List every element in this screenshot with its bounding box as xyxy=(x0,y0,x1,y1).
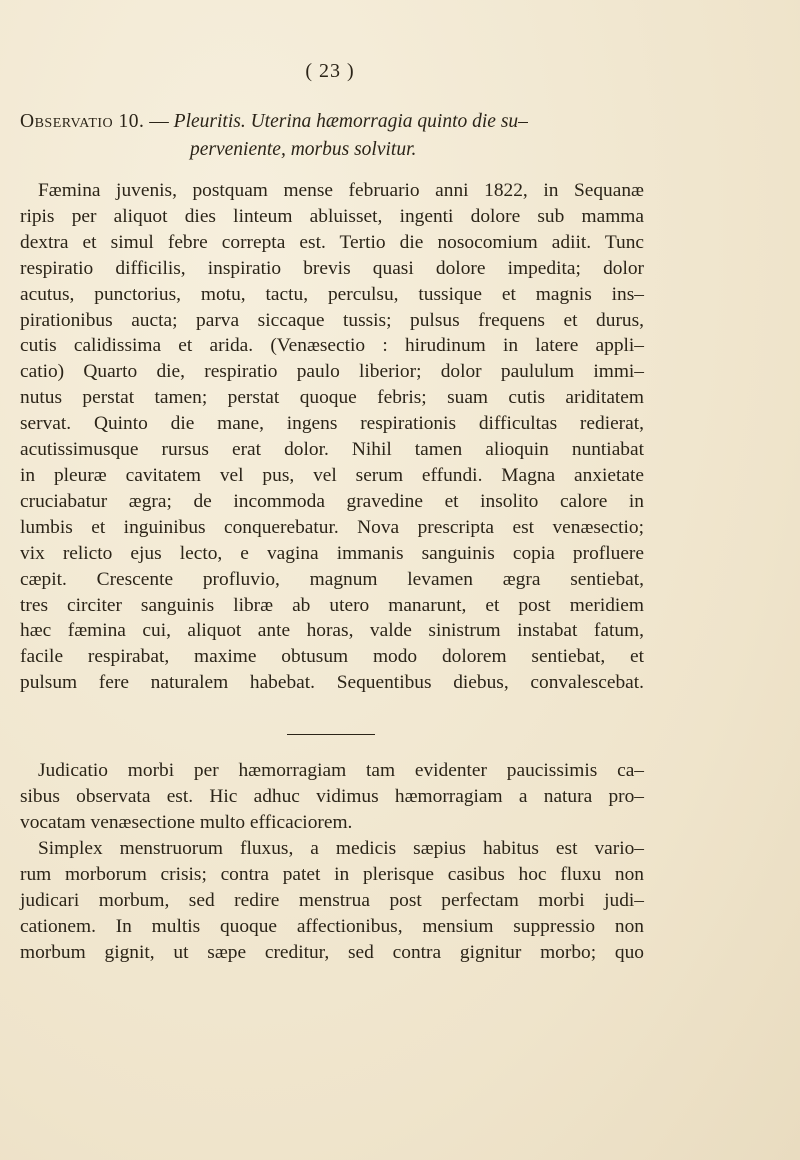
text-line: servat. Quinto die mane, ingens respirationis difficultas redierat, xyxy=(20,413,644,435)
observation-title-line2: perveniente, morbus solvitur. xyxy=(190,139,417,160)
text-line: Simplex menstruorum fluxus, a medicis sæpius habitus est vario– xyxy=(38,838,644,859)
observation-title-line1: Pleuritis. Uterina hæmorragia quinto die su– xyxy=(173,111,528,132)
text-line: pirationibus aucta; parva siccaque tussis; pulsus frequens et durus, xyxy=(20,309,644,331)
text-line: Fæmina juvenis, postquam mense februario anni 1822, in Sequanæ xyxy=(38,180,644,201)
text-line: vocatam venæsectione multo efficaciorem. xyxy=(20,811,353,833)
text-line: vix relicto ejus lecto, e vagina immanis sanguinis copia profluere xyxy=(20,542,644,564)
text-line: catio) Quarto die, respiratio paulo liberior; dolor paululum immi– xyxy=(20,361,644,383)
text-line: tres circiter sanguinis libræ ab utero manarunt, et post meridiem xyxy=(20,594,644,616)
text-line: respiratio difficilis, inspiratio brevis quasi dolore impedita; dolor xyxy=(20,257,644,279)
text-line: cutis calidissima et arida. (Venæsectio : hirudinum in latere appli– xyxy=(20,335,644,357)
text-line: ripis per aliquot dies linteum abluisset, ingenti dolore sub mamma xyxy=(20,205,644,227)
section-divider xyxy=(287,734,375,735)
page-number: ( 23 ) xyxy=(305,60,355,82)
paragraph-judicatio xyxy=(20,758,644,836)
text-line: cæpit. Crescente profluvio, magnum levamen ægra sentiebat, xyxy=(20,568,644,590)
text-line: acutus, punctorius, motu, tactu, perculsu, tussique et magnis ins– xyxy=(20,283,644,305)
text-line: dextra et simul febre correpta est. Tertio die nosocomium adiit. Tunc xyxy=(20,231,644,253)
text-line: morbum gignit, ut sæpe creditur, sed contra gignitur morbo; quo xyxy=(20,941,644,963)
text-line: hæc fæmina cui, aliquot ante horas, valde sinistrum instabat fatum, xyxy=(20,620,644,642)
observation-label: Observatio 10. xyxy=(20,111,145,132)
text-line: lumbis et inguinibus conquerebatur. Nova prescripta est venæsectio; xyxy=(20,516,644,538)
text-line: facile respirabat, maxime obtusum modo dolorem sentiebat, et xyxy=(20,646,644,668)
text-line: in pleuræ cavitatem vel pus, vel serum effundi. Magna anxietate xyxy=(20,464,644,486)
text-line: nutus perstat tamen; perstat quoque febris; suam cutis ariditatem xyxy=(20,387,644,409)
text-line: pulsum fere naturalem habebat. Sequentibus diebus, convalescebat. xyxy=(20,672,644,694)
text-line: judicari morbum, sed redire menstrua post perfectam morbi judi– xyxy=(20,889,644,911)
text-line: Judicatio morbi per hæmorragiam tam evidenter paucissimis ca– xyxy=(38,760,644,781)
text-line: cationem. In multis quoque affectionibus, mensium suppressio non xyxy=(20,915,644,937)
text-line: rum morborum crisis; contra patet in plerisque casibus hoc fluxu non xyxy=(20,863,644,885)
paragraph-menstruorum xyxy=(20,836,644,966)
paragraph-case-report xyxy=(20,178,644,696)
text-line: acutissimusque rursus erat dolor. Nihil tamen alioquin nuntiabat xyxy=(20,439,644,461)
text-line: sibus observata est. Hic adhuc vidimus hæmorragiam a natura pro– xyxy=(20,785,644,807)
observation-heading xyxy=(20,108,650,164)
heading-dash: — xyxy=(149,111,169,132)
text-line: cruciabatur ægra; de incommoda gravedine et insolito calore in xyxy=(20,490,644,512)
